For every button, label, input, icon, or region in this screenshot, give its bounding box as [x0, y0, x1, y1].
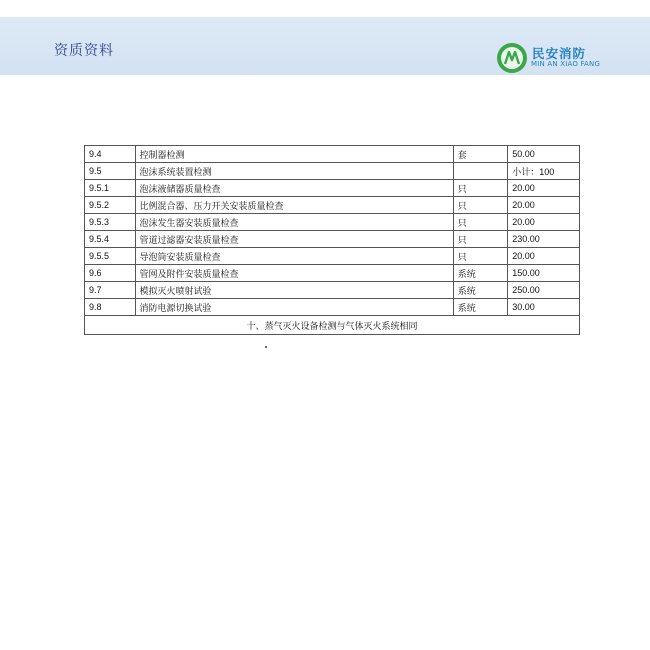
cell-item: 泡沫系统装置检测: [135, 163, 453, 180]
cell-price: 150.00: [508, 265, 580, 282]
cell-unit: 只: [453, 248, 508, 265]
logo-name-cn: 民安消防: [532, 46, 587, 61]
fee-table-body: [85, 146, 580, 335]
cell-item: 模拟灭火喷射试验: [135, 282, 453, 299]
cell-item: 泡沫液储器质量检查: [135, 180, 453, 197]
table-row: [85, 265, 580, 282]
cell-item: 导泡筒安装质量检查: [135, 248, 453, 265]
cell-price: 230.00: [508, 231, 580, 248]
cell-code: 9.8: [85, 299, 136, 316]
cell-unit: 只: [453, 180, 508, 197]
cell-unit: 系统: [453, 282, 508, 299]
table-row: [85, 282, 580, 299]
logo-name-en: MIN AN XIAO FANG: [531, 60, 601, 68]
cell-price: 20.00: [508, 180, 580, 197]
cell-item: 控制器检测: [135, 146, 453, 163]
cell-item: 泡沫发生器安装质量检查: [135, 214, 453, 231]
scan-speck: [265, 346, 267, 348]
cell-unit: 系统: [453, 265, 508, 282]
table-row: [85, 214, 580, 231]
section-note: 十、蒸气灭火设备检测与气体灭火系统相同: [85, 316, 580, 335]
cell-price: 20.00: [508, 214, 580, 231]
cell-price: 20.00: [508, 248, 580, 265]
cell-unit: 只: [453, 231, 508, 248]
cell-unit: 只: [453, 214, 508, 231]
page-title: 资质资料: [54, 43, 114, 59]
cell-item: 管网及附件安装质量检查: [135, 265, 453, 282]
table-row: [85, 146, 580, 163]
table-row: [85, 163, 580, 180]
cell-item: 管道过滤器安装质量检查: [135, 231, 453, 248]
cell-code: 9.6: [85, 265, 136, 282]
cell-unit: 套: [453, 146, 508, 163]
company-logo: [496, 42, 634, 76]
table-row: [85, 197, 580, 214]
cell-code: 9.7: [85, 282, 136, 299]
cell-code: 9.5.4: [85, 231, 136, 248]
cell-price: 250.00: [508, 282, 580, 299]
cell-price: 小计：100: [508, 163, 580, 180]
cell-price: 30.00: [508, 299, 580, 316]
cell-price: 20.00: [508, 197, 580, 214]
cell-code: 9.5.5: [85, 248, 136, 265]
cell-unit: 只: [453, 197, 508, 214]
cell-code: 9.4: [85, 146, 136, 163]
table-row: [85, 299, 580, 316]
cell-code: 9.5.2: [85, 197, 136, 214]
cell-item: 消防电源切换试验: [135, 299, 453, 316]
cell-unit: [453, 163, 508, 180]
table-row: [85, 248, 580, 265]
cell-price: 50.00: [508, 146, 580, 163]
cell-unit: 系统: [453, 299, 508, 316]
cell-code: 9.5: [85, 163, 136, 180]
fee-table: [84, 145, 580, 335]
table-row: [85, 180, 580, 197]
cell-code: 9.5.1: [85, 180, 136, 197]
table-row: [85, 231, 580, 248]
cell-item: 比例混合器、压力开关安装质量检查: [135, 197, 453, 214]
table-note-row: [85, 316, 580, 335]
logo-emblem-icon: [496, 42, 528, 74]
cell-code: 9.5.3: [85, 214, 136, 231]
